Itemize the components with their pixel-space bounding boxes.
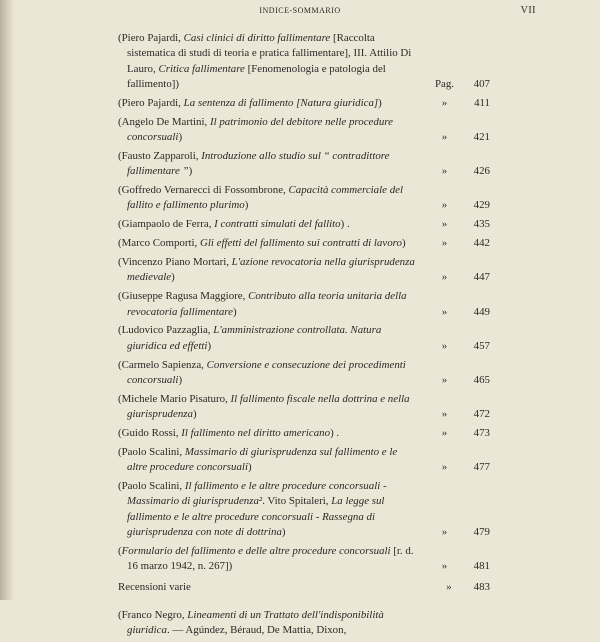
toc-entry-detail: ): [378, 96, 382, 109]
toc-entry-title: Contributo alla teoria unitaria della revocatoria fallimentare: [127, 290, 407, 318]
toc-entry-page-abbrev: »: [441, 271, 448, 284]
toc-entry: [118, 479, 490, 540]
toc-entry-author: (Marco Comporti,: [118, 237, 200, 250]
toc-entry-title: Formulario del fallimento e delle altre procedure concorsuali: [121, 544, 391, 557]
toc-entry-page-number: 442: [473, 237, 490, 250]
toc-entry-title: Lineamenti di un Trattato dell'indisponibilità giuridica: [127, 608, 384, 636]
toc-entry: [118, 544, 490, 575]
toc-entry-author: (Fausto Zapparoli,: [118, 149, 202, 162]
toc-entry-title: Conversione e consecuzione dei procedimenti concorsuali: [127, 358, 406, 386]
toc-entry-page-ref: [426, 460, 490, 475]
toc-entry-page-ref: [426, 305, 490, 320]
toc-entry-page-ref: [426, 164, 490, 179]
toc-entry-author: (Carmelo Sapienza,: [118, 358, 207, 371]
toc-entry: [118, 149, 490, 180]
toc-entry-page-number: 457: [473, 339, 490, 352]
toc-entry-author: (Michele Mario Pisaturo,: [118, 392, 231, 405]
page-gutter-shadow: [0, 0, 14, 600]
toc-entry-page-number: 421: [473, 130, 490, 143]
toc-entry-page-ref: [426, 217, 490, 232]
toc-entry-title: Massimario di giurisprudenza sul fallimento e le altre procedure concorsuali: [127, 445, 398, 474]
toc-entry-page-number: 472: [473, 408, 490, 421]
toc-entry-title: Gli effetti del fallimento sui contratti di lavoro: [199, 237, 402, 250]
toc-entry-text: [118, 608, 490, 639]
toc-entry-author: (: [118, 544, 122, 557]
toc-entry-page-number: 407: [473, 77, 490, 90]
toc-entry: [118, 115, 490, 146]
toc-entry-detail: ): [171, 271, 175, 284]
toc-entry-page-number: 426: [473, 165, 490, 178]
toc-entry-page-abbrev: »: [441, 237, 448, 250]
toc-entry-author: (Giuseppe Ragusa Maggiore,: [118, 290, 249, 303]
toc-entry-page-number: 447: [473, 271, 490, 284]
toc-entry-page-ref: [426, 198, 490, 213]
toc-entry-page-number: 479: [473, 525, 490, 538]
toc-entry-title: La legge sul fallimento e le altre procedure concorsuali - Rassegna di giurisprudenza con note di dottrina: [127, 495, 385, 538]
toc-entry-page-number: 435: [473, 218, 490, 231]
toc-entry: [118, 426, 490, 441]
toc-entry-title: La sentenza di fallimento [Natura giuridica]: [183, 96, 379, 109]
toc-entry-author: (Franco Negro,: [118, 608, 188, 621]
toc-entry-page-number: 449: [473, 305, 490, 318]
toc-entry: [118, 358, 490, 389]
toc-entry-detail: ): [178, 130, 183, 143]
toc-entry-page-number: 429: [473, 199, 490, 212]
toc-entry-detail: ): [232, 305, 237, 318]
toc-entry-page-ref: [426, 270, 490, 285]
toc-entry-detail: ): [247, 461, 252, 474]
toc-entry-page-abbrev: »: [441, 96, 448, 109]
toc-entry-page-abbrev: »: [441, 560, 448, 573]
toc-entry-author: (Piero Pajardi,: [118, 32, 184, 44]
toc-entry-detail: ): [178, 373, 183, 386]
toc-entry: [118, 323, 490, 354]
toc-entry-author: (Giampaolo de Ferra,: [118, 218, 215, 231]
toc-entry-page-ref: [426, 77, 490, 92]
toc-entry: [118, 289, 490, 320]
toc-entry-page-number: 477: [473, 461, 490, 474]
toc-entry-page-ref: [426, 96, 490, 111]
toc-entry: [118, 236, 490, 251]
toc-entry-detail: . Vito Spitaleri,: [262, 495, 332, 508]
toc-entry-detail: [r. d. 16 marzo 1942, n. 267]): [127, 544, 414, 573]
toc-entry: [118, 392, 490, 423]
toc-entry-title: L'amministrazione controllata. Natura giuridica ed effetti: [127, 324, 382, 352]
toc-entry-page-abbrev: »: [441, 339, 448, 352]
table-of-contents: [118, 31, 490, 642]
toc-entry-title: Critica fallimentare: [158, 62, 245, 75]
toc-entry-page-ref: [426, 339, 490, 354]
running-head-page-number: VII: [520, 5, 536, 16]
toc-entry-page-number: 483: [473, 581, 490, 594]
toc-entry-detail: ): [281, 525, 286, 538]
toc-entry-page-abbrev: Pag.: [434, 77, 455, 90]
toc-entry-detail: ): [207, 339, 212, 352]
toc-entry-page-abbrev: »: [441, 199, 448, 212]
toc-entry-title: Casi clinici di diritto fallimentare: [183, 32, 331, 44]
toc-entry-page-number: 473: [473, 426, 490, 439]
running-head: [0, 6, 600, 20]
toc-entry-page-ref: [426, 525, 490, 540]
toc-entry-page-ref: [426, 559, 490, 574]
toc-entry-page-abbrev: »: [441, 426, 448, 439]
toc-entry-page-abbrev: »: [441, 130, 448, 143]
toc-entry-author: (Vincenzo Piano Mortari,: [118, 256, 232, 269]
toc-entry-author: (Paolo Scalini,: [118, 480, 185, 493]
toc-entry-detail: [Raccolta sistematica di studi di teoria e pratica fallimentare], III. Attilio Di Lauro,: [127, 32, 412, 75]
toc-entry: [118, 608, 490, 639]
toc-entry-page-ref: [426, 407, 490, 422]
toc-entry-detail: [Fenomenologia e patologia del fallimento]): [127, 62, 386, 90]
toc-entry: [118, 255, 490, 286]
toc-entry-author: (Guido Rossi,: [118, 426, 182, 439]
toc-entry: [118, 580, 490, 595]
toc-entry: [118, 96, 490, 111]
toc-entry-detail: ) .: [330, 426, 340, 439]
toc-entry-author: Recensioni varie: [118, 581, 191, 594]
toc-entry-detail: ): [401, 237, 406, 250]
toc-entry-title: Il fallimento e le altre procedure concorsuali - Massimario di giurisprudenza²: [127, 480, 387, 508]
toc-entry-detail: ) .: [340, 218, 350, 231]
toc-entry-page-number: 465: [473, 373, 490, 386]
toc-entry-author: (Ludovico Pazzaglia,: [118, 324, 214, 337]
toc-entry-title: Introduzione allo studio sul “ contradittore fallimentare ”: [127, 149, 390, 178]
toc-entry-page-ref: [426, 130, 490, 145]
toc-entry-page-abbrev: »: [441, 305, 448, 318]
toc-entry-page-number: 481: [473, 560, 490, 573]
running-head-title: INDICE-SOMMARIO: [259, 6, 341, 15]
toc-entry-author: (Angelo De Martini,: [118, 115, 210, 128]
toc-entry-title: I contratti simulati del fallito: [214, 218, 341, 231]
toc-entry-page-number: 411: [474, 96, 490, 109]
toc-entry-detail: ): [188, 165, 193, 178]
toc-entry: [118, 183, 490, 214]
toc-entry-page-ref: [426, 373, 490, 388]
toc-entry-page-ref: [426, 236, 490, 251]
toc-entry-page-abbrev: »: [441, 165, 448, 178]
toc-entry-page-ref: [426, 580, 490, 595]
toc-entry-page-abbrev: »: [441, 373, 448, 386]
toc-entry-page-ref: [426, 426, 490, 441]
toc-entry-title: Il patrimonio del debitore nelle procedure concorsuali: [127, 115, 393, 143]
toc-entry-page-abbrev: »: [441, 461, 448, 474]
toc-entry-page-abbrev: »: [446, 581, 452, 594]
toc-entry-author: (Paolo Scalini,: [118, 445, 185, 458]
toc-entry-author: (Goffredo Vernarecci di Fossombrone,: [118, 184, 289, 197]
toc-entry: [118, 31, 490, 92]
toc-entry-page-abbrev: »: [441, 408, 448, 421]
toc-entry-title: Il fallimento nel diritto americano: [181, 426, 331, 439]
toc-entry-page-abbrev: »: [441, 218, 448, 231]
toc-entry: [118, 445, 490, 476]
toc-entry-title: Il fallimento fiscale nella dottrina e nella giurisprudenza: [127, 392, 410, 421]
toc-entry-title: L'azione revocatoria nella giurisprudenza medievale: [127, 256, 415, 284]
toc-entry-detail: ): [244, 199, 249, 212]
toc-entry: [118, 217, 490, 232]
toc-entry-title: Capacità commerciale del fallito e fallimento plurimo: [127, 184, 404, 212]
toc-entry-author: (Piero Pajardi,: [118, 96, 184, 109]
toc-entry-detail: . — Agúndez, Béraud, De Mattia, Dixon,: [166, 624, 347, 636]
toc-entry-detail: ): [192, 408, 197, 421]
toc-entry-page-abbrev: »: [441, 525, 448, 538]
